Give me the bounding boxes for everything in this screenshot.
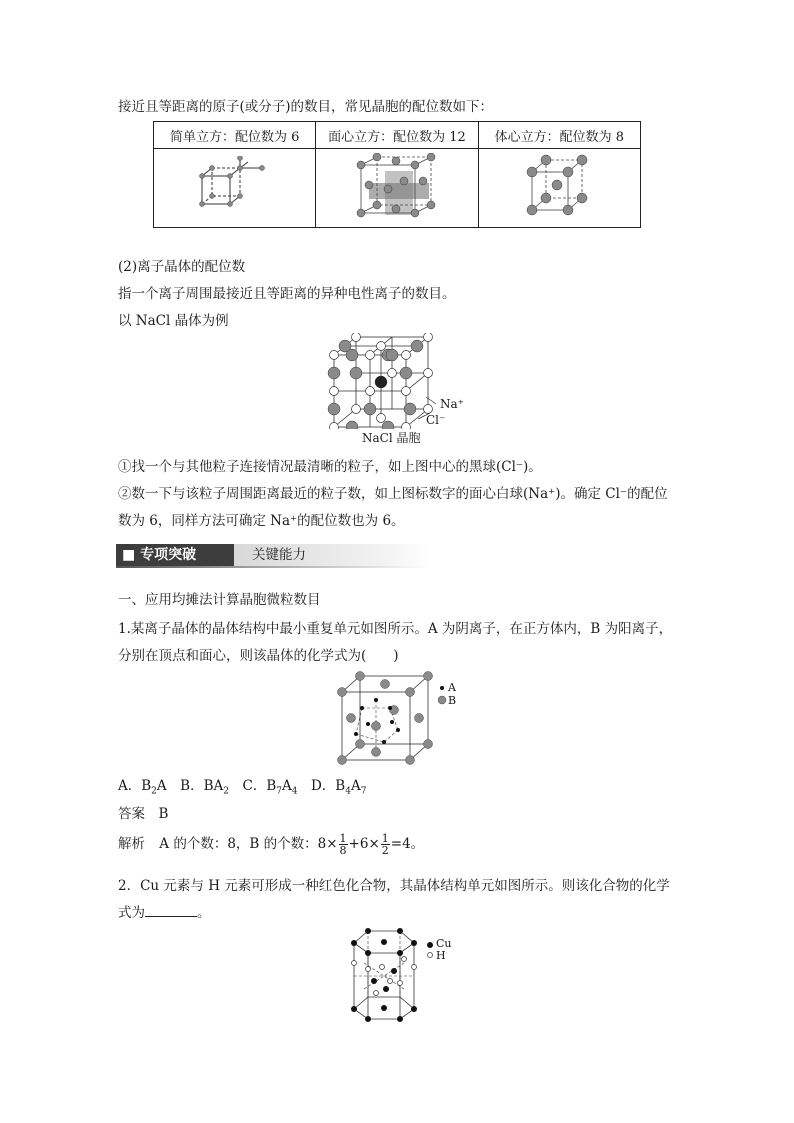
q2-line1: 2．Cu 元素与 H 元素可形成一种红色化合物，其晶体结构单元如图所示。则该化合物的化学 [118,878,670,894]
analysis-end: =4。 [390,836,425,852]
legend-cu-label: Cu [436,937,452,950]
ionic-definition: 指一个离子周围最接近且等距离的异种电性离子的数目。 [118,286,456,302]
nacl-figure [322,333,472,443]
legend-a-label: A [448,681,456,694]
banner-underline [116,566,430,568]
header-fcc: 面心立方：配位数为 12 [316,122,478,149]
intro-line: 接近且等距离的原子(或分子)的数目，常见晶胞的配位数如下： [118,99,494,115]
legend-cu-dot [427,942,433,948]
step-2-line2: 数为 6，同样方法可确定 Na⁺的配位数也为 6。 [118,513,405,529]
q1-figure [334,670,464,766]
q2-line2-prefix: 式为 [118,905,145,921]
fraction-one-eighth: $\frac{1}{8}$ [339,832,347,857]
section-banner [116,542,430,568]
banner-title: ■ 专项突破 [116,544,234,566]
analysis-mid: +6× [348,836,380,852]
nacl-cell-drawing [322,333,472,429]
q1-analysis [118,832,424,856]
simple-cubic-figure-cell [154,149,316,228]
analysis-text: A 的个数：8，B 的个数：8× [159,836,338,852]
q1-line1: 1.某离子晶体的晶体结构中最小重复单元如图所示。A 为阴离子，在正方体内，B 为阳离子， [118,621,673,637]
bcc-figure [524,154,594,218]
legend-h-label: H [436,949,446,962]
q2-line2 [118,901,211,921]
step-1: ①找一个与其他粒子连接情况最清晰的粒子，如上图中心的黑球(Cl⁻)。 [118,459,542,475]
q2-hexagonal-drawing [344,923,424,1027]
analysis-label: 解析 [118,836,145,852]
legend-a-dot [440,686,444,690]
q2-legend-markers [426,941,436,965]
fcc-figure-cell [316,149,478,228]
q1-line2: 分别在顶点和面心，则该晶体的化学式为( ) [118,648,399,664]
simple-cubic-figure [190,156,280,216]
bcc-figure-cell [478,149,640,228]
q2-answer-blank[interactable] [145,904,197,917]
coordination-table [153,121,641,228]
fraction-one-half: $\frac{1}{2}$ [381,832,389,857]
fcc-figure [347,153,447,219]
legend-b-ball [438,696,446,704]
nacl-na-label: Na⁺ [440,397,464,411]
nacl-caption: NaCl 晶胞 [362,431,421,445]
q2-figure [344,923,464,1027]
header-simple-cubic: 简单立方：配位数为 6 [154,122,316,149]
q1-crystal-drawing [334,670,434,766]
banner-subtitle: 关键能力 [234,544,430,566]
section1-title: 一、应用均摊法计算晶胞微粒数目 [118,592,321,608]
header-bcc: 体心立方：配位数为 8 [478,122,640,149]
q1-legend-markers [438,684,448,708]
q1-answer: 答案 B [118,806,169,822]
nacl-cl-label: Cl⁻ [426,413,446,427]
ionic-example: 以 NaCl 晶体为例 [118,313,229,329]
q1-options: A．$B_2A$ B．$BA_2$ C．$B_7A_4$ D．$B_4A_7$ [118,778,367,797]
legend-h-dot [428,953,433,958]
step-2-line1: ②数一下与该粒子周围距离最近的粒子数，如上图标数字的面心白球(Na⁺)。确定 Cl⁻的配位 [118,486,668,502]
legend-b-label: B [448,694,457,707]
ionic-heading: (2)离子晶体的配位数 [118,259,246,275]
q2-line2-suffix: 。 [197,905,211,921]
